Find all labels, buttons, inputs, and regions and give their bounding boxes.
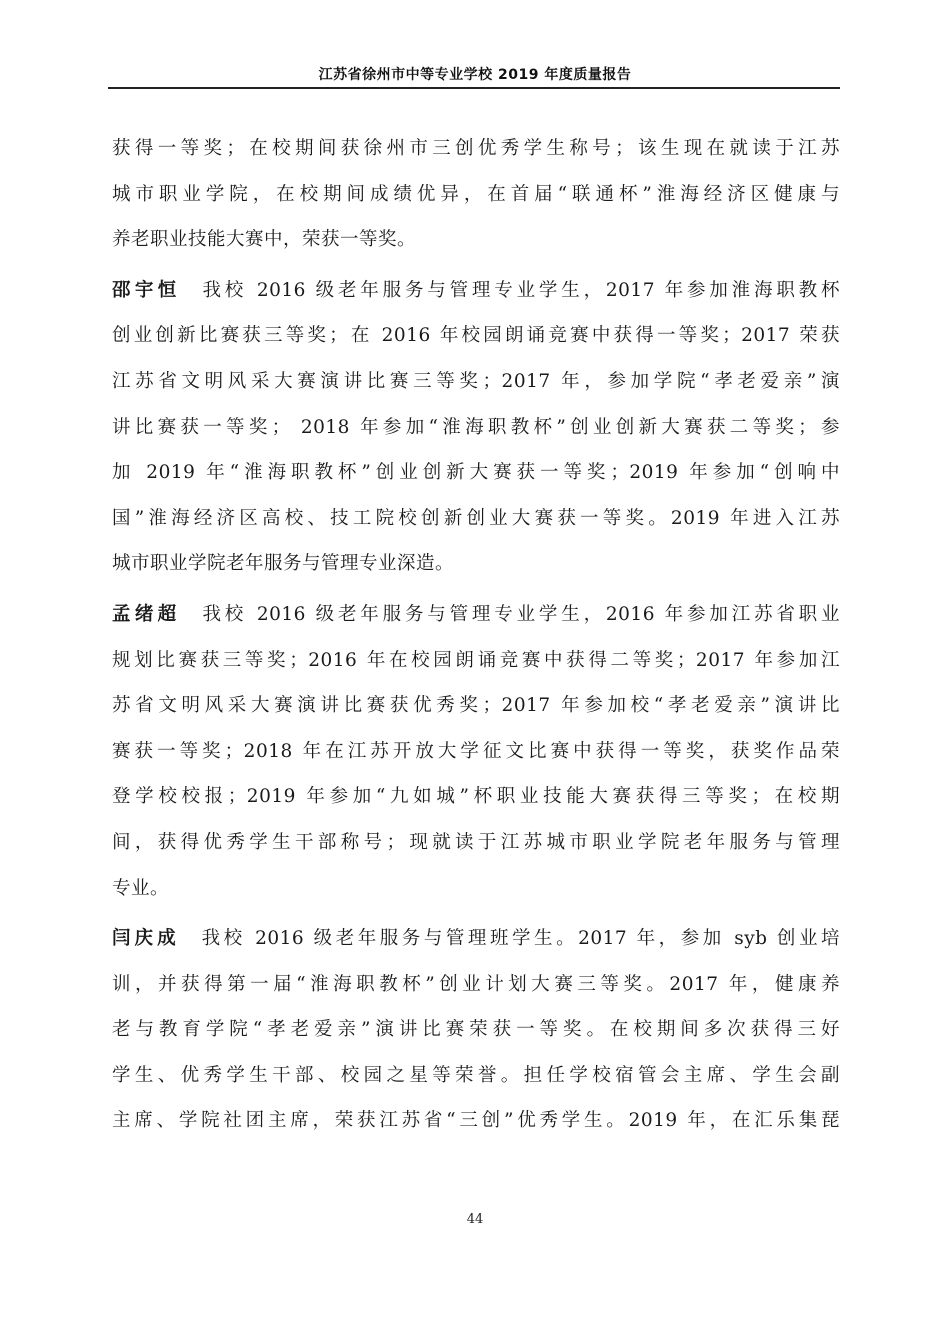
text-line [112,592,840,638]
text-line: 专业。 [112,877,170,899]
page-number: 44 [466,1212,484,1227]
student-name: 孟绪超 [112,603,181,625]
text-span: 我校 2016 级老年服务与管理专业学生，2017 年参加淮海职教杯 [202,279,840,301]
text-span: 我校 2016 级老年服务与管理班学生。2017 年，参加 syb 创业培 [201,928,840,950]
text-line: 城市职业学院，在校期间成绩优异，在首届“联通杯”淮海经济区健康与 [112,183,840,205]
text-line: 创业创新比赛获三等奖；在 2016 年校园朗诵竞赛中获得一等奖；2017 荣获 [112,325,840,347]
text-line: 讲比赛获一等奖； 2018 年参加“淮海职教杯”创业创新大赛获二等奖；参 [112,416,840,438]
text-line: 主席、学院社团主席，荣获江苏省“三创”优秀学生。2019 年，在汇乐集琵 [112,1110,840,1132]
text-line: 国”淮海经济区高校、技工院校创新创业大赛获一等奖。2019 年进入江苏 [112,507,840,529]
text-line: 城市职业学院老年服务与管理专业深造。 [112,553,455,575]
text-line: 老与教育学院“孝老爱亲”演讲比赛荣获一等奖。在校期间多次获得三好 [112,1019,840,1041]
header-divider [108,87,840,89]
text-line: 赛获一等奖；2018 年在江苏开放大学征文比赛中获得一等奖，获奖作品荣 [112,740,840,762]
student-name: 闫庆成 [112,928,180,950]
text-line: 江苏省文明风采大赛演讲比赛三等奖；2017 年，参加学院“孝老爱亲”演 [112,370,840,392]
text-line [112,916,840,962]
text-line [112,268,840,314]
student-name: 邵宇恒 [112,279,181,301]
text-line: 加 2019 年“淮海职教杯”创业创新大赛获一等奖；2019 年参加“创响中 [112,462,840,484]
text-line: 规划比赛获三等奖；2016 年在校园朗诵竞赛中获得二等奖；2017 年参加江 [112,649,840,671]
text-line: 苏省文明风采大赛演讲比赛获优秀奖；2017 年参加校“孝老爱亲”演讲比 [112,695,840,717]
document-body [112,126,840,1144]
text-line: 训，并获得第一届“淮海职教杯”创业计划大赛三等奖。2017 年，健康养 [112,973,840,995]
text-line: 间，获得优秀学生干部称号；现就读于江苏城市职业学院老年服务与管理 [112,831,840,853]
page-header-title: 江苏省徐州市中等专业学校 2019 年度质量报告 [318,67,632,83]
text-line: 获得一等奖；在校期间获徐州市三创优秀学生称号；该生现在就读于江苏 [112,138,840,159]
text-line: 登学校校报；2019 年参加“九如城”杯职业技能大赛获得三等奖；在校期 [112,786,840,808]
text-line: 养老职业技能大赛中，荣获一等奖。 [112,229,417,251]
text-line: 学生、优秀学生干部、校园之星等荣誉。担任学校宿管会主席、学生会副 [112,1064,840,1086]
text-span: 我校 2016 级老年服务与管理专业学生，2016 年参加江苏省职业 [202,603,840,625]
